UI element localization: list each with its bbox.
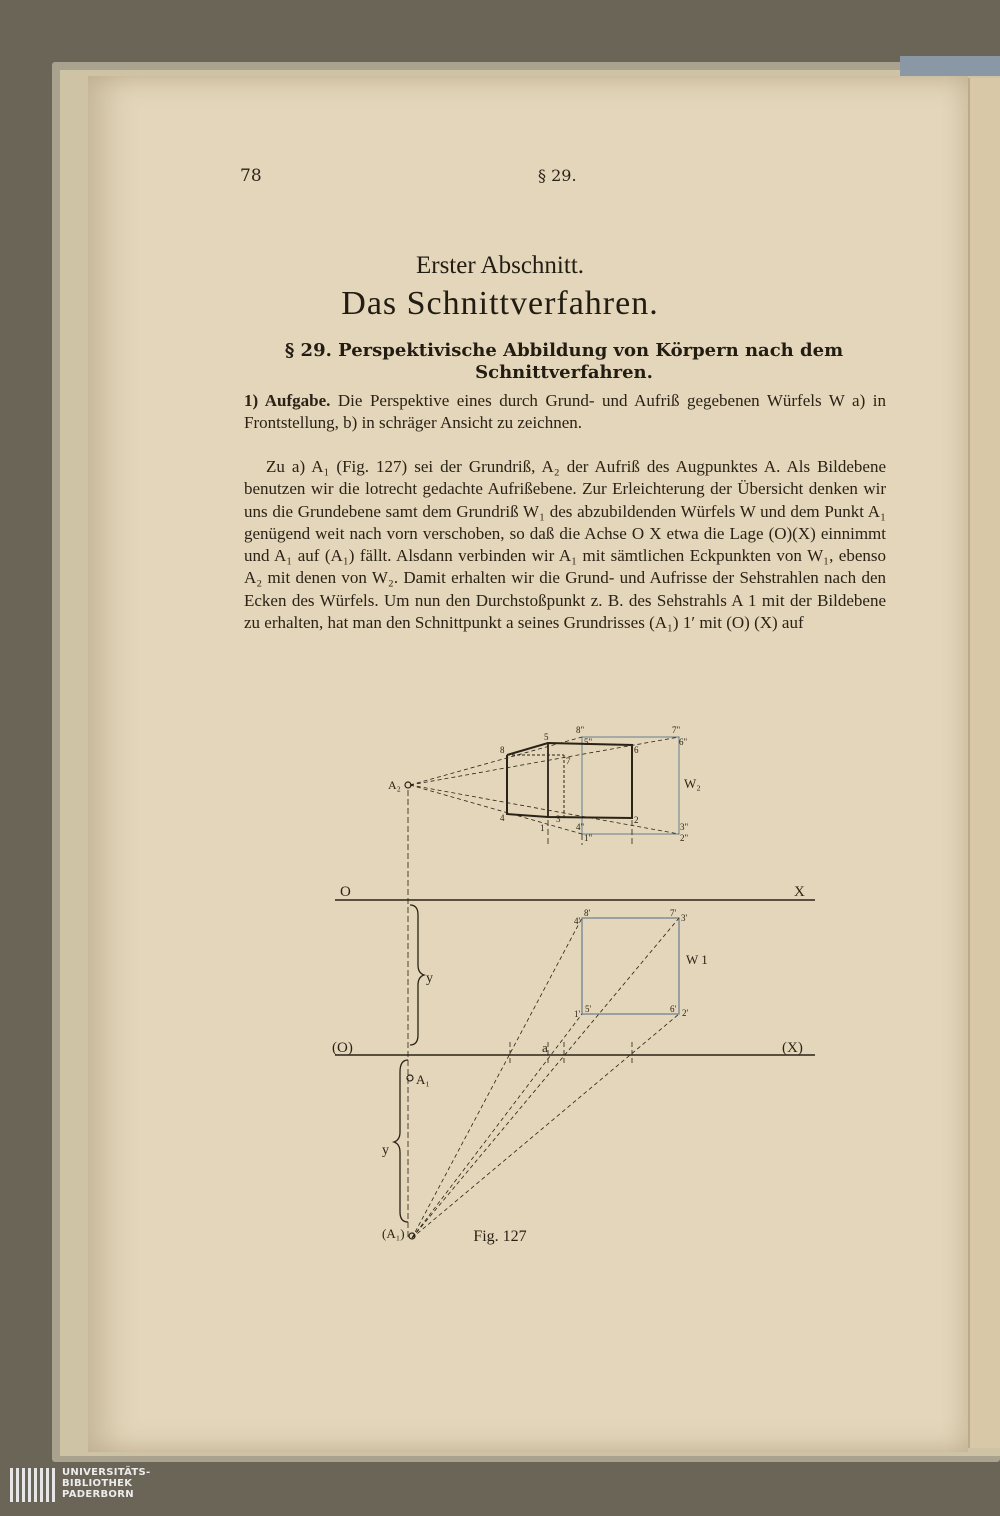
- label-y-lower: y: [382, 1143, 389, 1158]
- brace-y-lower: [394, 1060, 408, 1222]
- label-a: a: [542, 1040, 548, 1055]
- figure-127: [320, 720, 830, 1260]
- label-6pp: 6": [679, 737, 688, 747]
- running-header-section: § 29.: [538, 166, 577, 185]
- label-5pp: 5": [584, 737, 593, 747]
- w1-plan-square: [582, 918, 679, 1014]
- label-6p: 6': [670, 1004, 677, 1014]
- label-W1: W 1: [686, 952, 708, 967]
- logo-line-2: BIBLIOTHEK: [62, 1478, 133, 1489]
- label-8: 8: [500, 745, 505, 755]
- label-8pp: 8": [576, 725, 585, 735]
- label-2p: 2': [682, 1008, 689, 1018]
- logo-line-1: UNIVERSITÄTS-: [62, 1467, 151, 1478]
- label-X: X: [794, 884, 805, 900]
- label-2: 2: [634, 815, 639, 825]
- paragraph-solution: Zu a) A₁ (Fig. 127) sei der Grundriß, A₂ der Aufriß des Augpunktes A. Als Bildebene benutzen wir die lotrecht gedachte Aufrißebene. Zur Erleichterung der Übersicht denken wir uns die Grundebene samt dem Grundriß W₁ des abzubildenden Würfels W und dem Punkt A₁ genügend weit nach vorn verschoben, so daß die Achse O X etwa die Lage (O)(X) einnimmt und A₁ auf (A₁) fällt. Alsdann verbinden wir A₁ mit sämtlichen Eckpunkten von W₁, ebenso A₂ mit denen von W₂. Damit erhalten wir die Grund- und Aufrisse der Sehstrahlen nach den Ecken des Würfels. Um nun den Durchstoßpunkt z. B. des Sehstrahls A 1 mit der Bildebene zu erhalten, hat man den Schnittpunkt a seines Grundrisses (A₁) 1′ mit (O) (X) auf: [244, 457, 886, 633]
- label-6: 6: [634, 745, 639, 755]
- label-5: 5: [544, 732, 549, 742]
- label-4pp: 4": [576, 822, 585, 832]
- label-4: 4: [500, 813, 505, 823]
- paragraph-heading: § 29. Perspektivische Abbildung von Körpern nach dem Schnittverfahren.: [284, 340, 844, 383]
- label-W2: W₂: [684, 776, 701, 791]
- logo-line-3: PADERBORN: [62, 1489, 134, 1500]
- label-A1: A₁: [416, 1072, 430, 1087]
- label-7p: 7': [670, 908, 677, 918]
- label-1p: 1': [574, 1009, 581, 1019]
- label-7pp: 7": [672, 725, 681, 735]
- section-heading: Erster Abschnitt.: [415, 252, 585, 279]
- aufgabe-text: Die Perspektive eines durch Grund- und Aufriß gegebenen Würfels W a) in Frontstellung, b) in schräger Ansicht zu zeichnen.: [244, 391, 887, 433]
- brace-y-upper: [410, 905, 424, 1045]
- label-7: 7: [566, 756, 571, 766]
- label-3pp: 3": [680, 822, 689, 832]
- label-3: 3: [556, 814, 561, 824]
- label-5p: 5': [585, 1004, 592, 1014]
- label-3p: 3': [681, 913, 688, 923]
- label-A2: A₂: [388, 778, 401, 792]
- label-8p: 8': [584, 908, 591, 918]
- label-A1-paren: (A₁): [382, 1226, 405, 1241]
- paragraph-aufgabe: [244, 390, 886, 435]
- chapter-title: Das Schnittverfahren.: [341, 285, 659, 322]
- label-4p: 4': [574, 916, 581, 926]
- label-X-paren: (X): [782, 1040, 803, 1056]
- label-1pp: 1": [584, 833, 593, 843]
- label-2pp: 2": [680, 833, 689, 843]
- label-O: O: [340, 884, 351, 900]
- cover-tape: [900, 56, 1000, 76]
- aufgabe-lead: 1) Aufgabe.: [244, 391, 331, 410]
- w2-perspective-outline: [507, 743, 632, 818]
- label-O-paren: (O): [332, 1040, 353, 1056]
- label-y-upper: y: [426, 971, 433, 986]
- figure-caption: Fig. 127: [473, 1228, 527, 1245]
- page-number: 78: [240, 166, 262, 186]
- library-logo: [10, 1468, 190, 1508]
- label-1: 1: [540, 823, 545, 833]
